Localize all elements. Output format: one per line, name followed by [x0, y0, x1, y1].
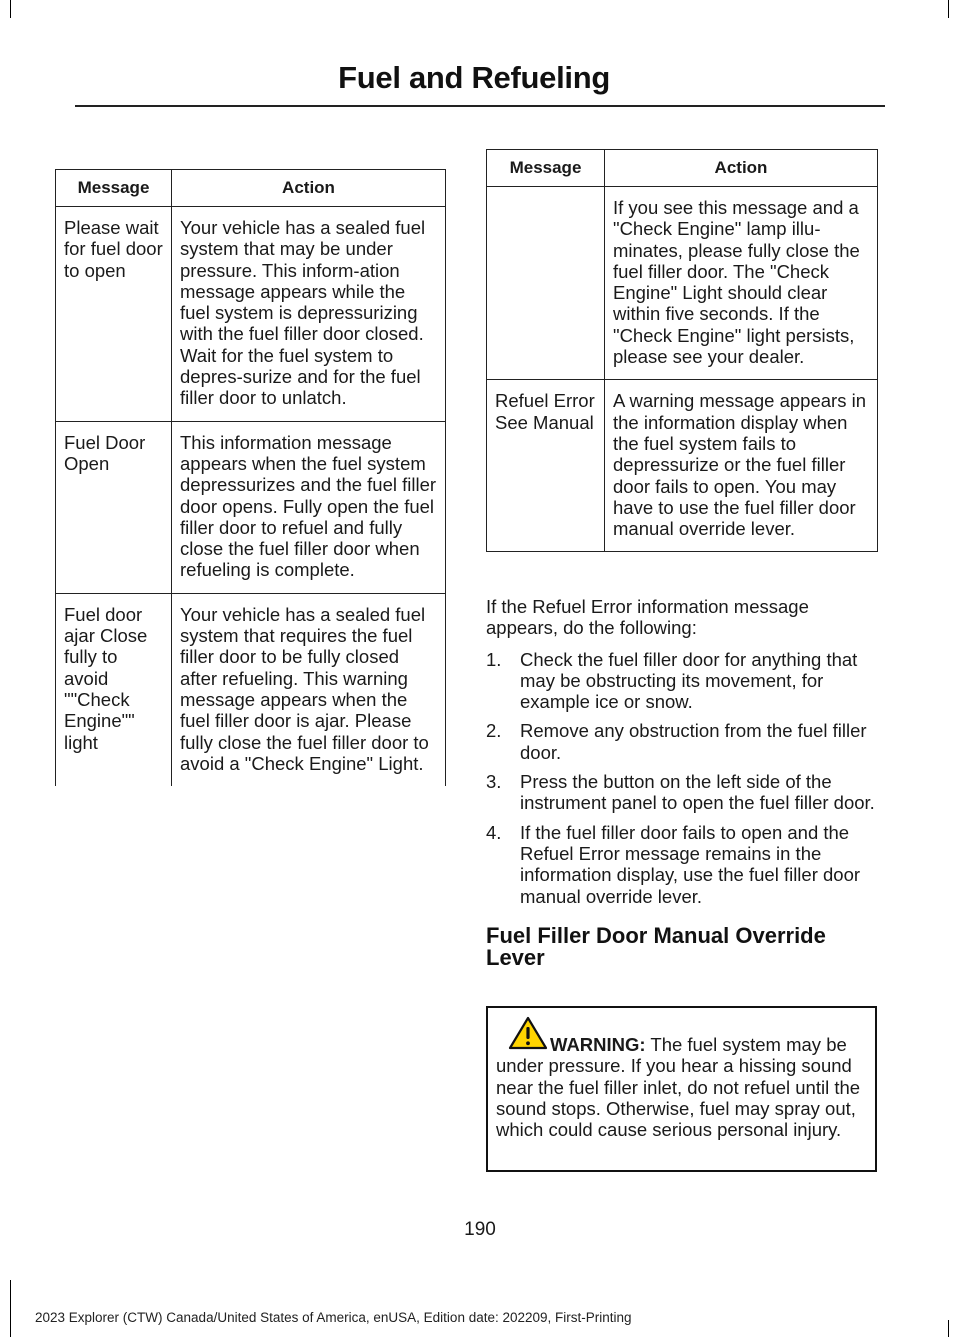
step-number: 1. [486, 648, 502, 670]
footer-edition-text: 2023 Explorer (CTW) Canada/United States of America, enUSA, Edition date: 202209, First-Printing [35, 1310, 632, 1325]
action-cell: If you see this message and a "Check Engine" lamp illu-minates, please fully close the fuel filler door. The "Check Engine" Light should clear within five seconds. If the "Check Engine" light persists, please see your dealer. [605, 187, 878, 380]
list-item [486, 649, 878, 713]
message-cell [487, 187, 605, 380]
step-text: If the fuel filler door fails to open and the Refuel Error message remains in the information display, use the fuel filler door manual override lever. [520, 821, 861, 907]
table-row [56, 593, 446, 786]
page-number: 190 [464, 1219, 496, 1240]
step-number: 3. [486, 771, 502, 793]
step-number: 4. [486, 821, 502, 843]
warning-text: The fuel system may be under pressure. If you hear a hissing sound near the fuel filler inlet, do not refuel until the sound stops. Otherwise, fuel may spray out, which could cause serious personal injury. [496, 1034, 861, 1141]
column-header-action: Action [172, 170, 446, 207]
action-cell: A warning message appears in the information display when the fuel system fails to depressurize or the fuel filler door fails to open. You may have to use the fuel filler door manual override lever. [605, 380, 878, 552]
steps-list [486, 649, 878, 907]
table-row [56, 421, 446, 593]
warning-triangle-icon [508, 1016, 548, 1050]
list-item [486, 720, 878, 763]
table-header-row [487, 150, 878, 187]
message-cell: Refuel Error See Manual [487, 380, 605, 552]
step-text: Press the button on the left side of the instrument panel to open the fuel filler door. [520, 771, 875, 814]
crop-mark-bottom-left [10, 1280, 11, 1337]
message-table-left [55, 169, 446, 786]
step-text: Check the fuel filler door for anything that may be obstructing its movement, for example ice or snow. [520, 648, 858, 713]
table-row [487, 187, 878, 380]
warning-box [486, 1006, 877, 1172]
list-item [486, 771, 878, 814]
table-row [487, 380, 878, 552]
step-text: Remove any obstruction from the fuel filler door. [520, 720, 867, 763]
column-header-action: Action [605, 150, 878, 187]
warning-label: WARNING: [550, 1034, 646, 1055]
action-cell: This information message appears when the fuel system depressurizes and the fuel filler door opens. Fully open the fuel filler door to refuel and fully close the fuel filler door when refueling is complete. [172, 421, 446, 593]
section-heading: Fuel Filler Door Manual Override Lever [486, 922, 826, 970]
message-table-right [486, 149, 878, 552]
page-title: Fuel and Refueling [338, 60, 610, 95]
intro-paragraph: If the Refuel Error information message appears, do the following: [486, 596, 809, 639]
step-number: 2. [486, 720, 502, 742]
title-rule [75, 105, 885, 107]
message-cell: Fuel door ajar Close fully to avoid ""Check Engine"" light [56, 593, 172, 786]
column-header-message: Message [56, 170, 172, 207]
table-header-row [56, 170, 446, 207]
crop-mark-top-left [10, 0, 11, 18]
list-item [486, 822, 878, 907]
refuel-error-instructions [486, 596, 878, 969]
action-cell: Your vehicle has a sealed fuel system that requires the fuel filler door to be fully closed after refueling. This warning message appears when the fuel filler door is ajar. Please fully close the fuel filler door to avoid a "Check Engine" Light. [172, 593, 446, 786]
crop-mark-top-right [948, 0, 949, 18]
column-header-message: Message [487, 150, 605, 187]
message-cell: Please wait for fuel door to open [56, 207, 172, 422]
message-cell: Fuel Door Open [56, 421, 172, 593]
crop-mark-bottom-right [948, 1320, 949, 1337]
action-cell: Your vehicle has a sealed fuel system that may be under pressure. This inform-ation message appears while the fuel system is depressurizing with the fuel filler door closed. Wait for the fuel system to depres-surize and for the fuel filler door to unlatch. [172, 207, 446, 422]
table-row [56, 207, 446, 422]
